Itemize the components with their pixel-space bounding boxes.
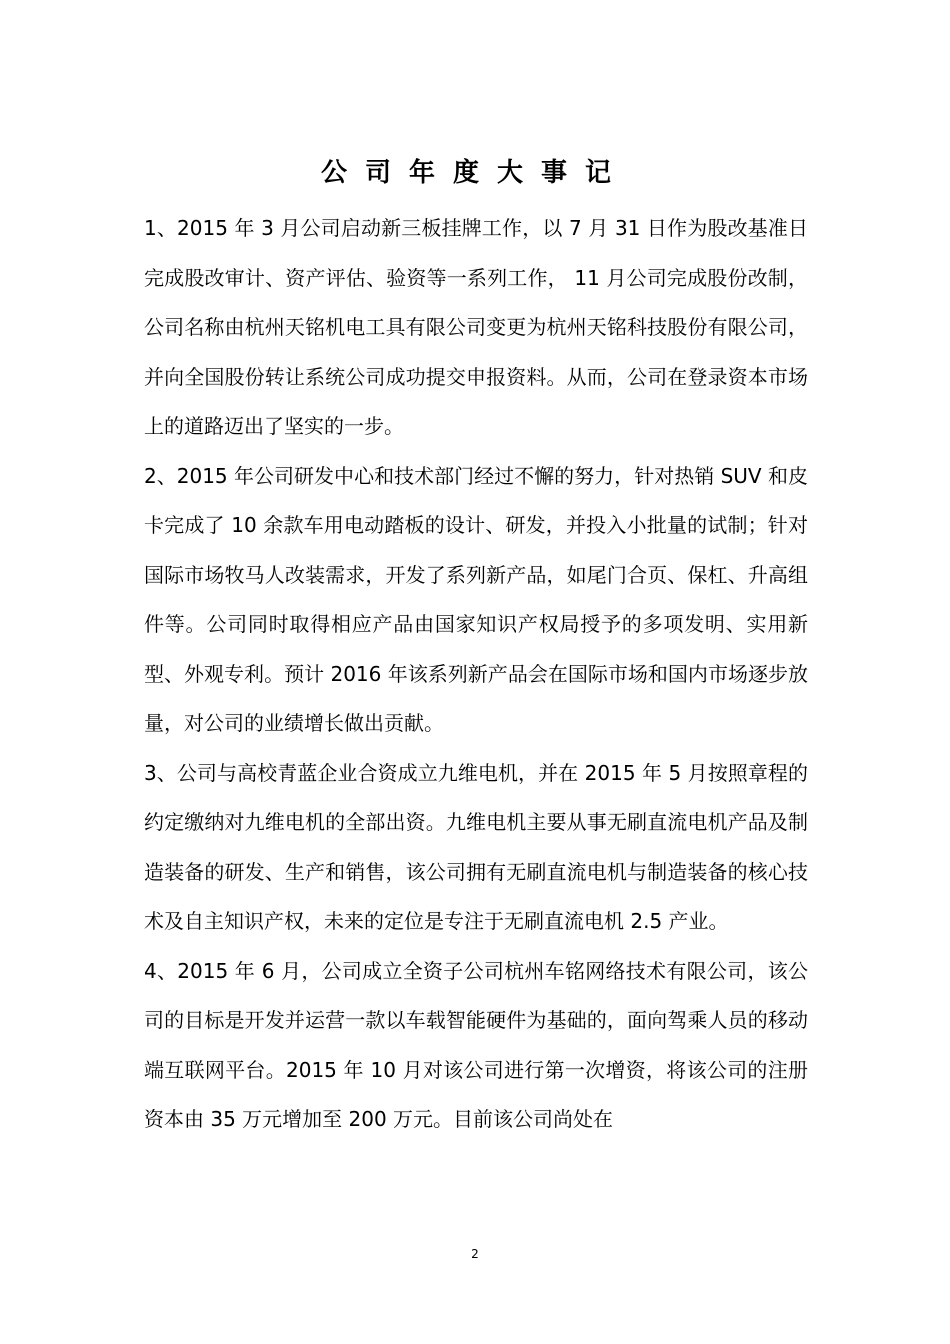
- page-title: 公司年度大事记: [320, 158, 629, 188]
- paragraph-2: 2、2015 年公司研发中心和技术部门经过不懈的努力，针对热销 SUV 和皮卡完成了 10 余款车用电动踏板的设计、研发，并投入小批量的试制；针对国际市场牧马人改装需求，开发了系列新产品，如尾门合页、保杠、升高组件等。公司同时取得相应产品由国家知识产权局授予的多项发明、实用新型、外观专利。预计 2016 年该系列新产品会在国际市场和国内市场逐步放量，对公司的业绩增长做出贡献。: [144, 463, 808, 735]
- paragraph-3: 3、公司与高校青蓝企业合资成立九维电机，并在 2015 年 5 月按照章程的约定缴纳对九维电机的全部出资。九维电机主要从事无刷直流电机产品及制造装备的研发、生产和销售，该公司拥有无刷直流电机与制造装备的核心技术及自主知识产权，未来的定位是专注于无刷直流电机 2.5 产业。: [144, 760, 808, 933]
- paragraph-1: 1、2015 年 3 月公司启动新三板挂牌工作，以 7 月 31 日作为股改基准日完成股改审计、资产评估、验资等一系列工作， 11 月公司完成股份改制，公司名称由杭州天铭机电工具有限公司变更为杭州天铭科技股份有限公司，并向全国股份转让系统公司成功提交申报资料。从而，公司在登录资本市场上的道路迈出了坚实的一步。: [144, 216, 808, 438]
- document-body: [144, 204, 808, 1145]
- page-number: 2: [471, 1247, 479, 1261]
- paragraph-4: 4、2015 年 6 月，公司成立全资子公司杭州车铭网络技术有限公司，该公司的目标是开发并运营一款以车载智能硬件为基础的，面向驾乘人员的移动端互联网平台。2015 年 10 月对该公司进行第一次增资，将该公司的注册资本由 35 万元增加至 200 万元。目前该公司尚处在: [144, 958, 808, 1131]
